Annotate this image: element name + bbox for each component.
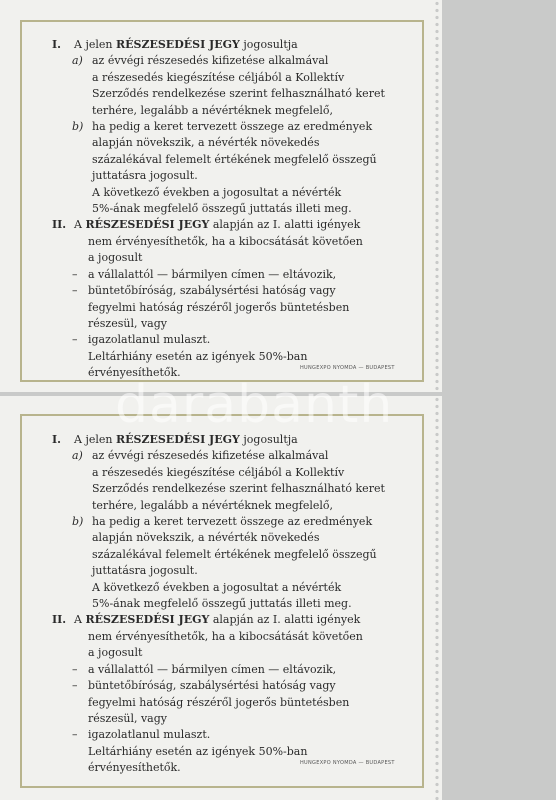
line-text: az évvégi részesedés kifizetése alkalmával xyxy=(92,54,329,68)
line-text: jogosultja xyxy=(239,38,298,51)
dash-item-line xyxy=(52,267,385,283)
text-line: részesül, vagy xyxy=(88,711,167,725)
line-text: A jelen xyxy=(74,433,116,446)
line-text: igazolatlanul mulaszt. xyxy=(88,333,211,347)
text-line: százalékával felemelt értékének megfelelő összegű xyxy=(92,152,377,166)
text-line: a részesedés kiegészítése céljából a Kollektív xyxy=(92,70,345,84)
line-text: A xyxy=(74,218,86,232)
line-text: alapján az I. alatti igények xyxy=(209,218,361,232)
text-line: részesül, vagy xyxy=(88,316,167,330)
text-line: Leltárhiány esetén az igények 50%-ban xyxy=(88,744,308,758)
section-number: I. xyxy=(52,38,61,51)
item-label: a) xyxy=(72,54,83,68)
perforation-bottom xyxy=(432,396,442,800)
dash-item-line xyxy=(52,662,385,678)
list-item-line xyxy=(52,448,385,464)
text-line: százalékával felemelt értékének megfelelő összegű xyxy=(92,547,377,561)
section-heading-line xyxy=(52,612,385,628)
text-line: A következő években a jogosultat a névérték xyxy=(92,580,342,594)
card-text-top xyxy=(52,37,385,382)
text-line: fegyelmi hatóság részéről jogerős büntetésben xyxy=(88,300,350,314)
line-text: A jelen xyxy=(74,38,116,51)
printer-mark-bottom: HUNGEXPO NYOMDA — BUDAPEST xyxy=(300,760,395,766)
printer-mark-top: HUNGEXPO NYOMDA — BUDAPEST xyxy=(300,365,395,371)
item-label: a) xyxy=(72,449,83,463)
dash-item-line xyxy=(52,678,385,694)
section-heading-line xyxy=(52,37,385,53)
dash-item-line xyxy=(52,283,385,299)
line-text: a vállalattól — bármilyen címen — eltávozik, xyxy=(88,267,337,281)
line-text: ha pedig a keret tervezett összege az eredmények xyxy=(92,515,373,529)
dash-bullet: – xyxy=(72,662,78,676)
section-number: I. xyxy=(52,433,61,446)
text-line: a jogosult xyxy=(88,646,143,660)
list-item-line xyxy=(52,514,385,530)
line-text: az évvégi részesedés kifizetése alkalmával xyxy=(92,449,329,463)
dash-bullet: – xyxy=(72,267,78,281)
section-number: II. xyxy=(52,613,67,627)
line-text: alapján az I. alatti igények xyxy=(209,613,361,627)
dash-item-line xyxy=(52,332,385,348)
line-text: a vállalattól — bármilyen címen — eltávozik, xyxy=(88,662,337,676)
text-line: terhére, legalább a névértéknek megfelelő, xyxy=(92,103,334,117)
line-text: ha pedig a keret tervezett összege az eredmények xyxy=(92,120,373,134)
text-line: Szerződés rendelkezése szerint felhasználható keret xyxy=(92,482,385,496)
line-text: jogosultja xyxy=(239,433,298,446)
text-line: a jogosult xyxy=(88,251,143,265)
document-name: RÉSZESEDÉSI JEGY xyxy=(85,613,210,627)
section-heading-line xyxy=(52,217,385,233)
text-line: alapján növekszik, a névérték növekedés xyxy=(92,531,320,545)
item-label: b) xyxy=(72,515,84,529)
watermark: darabanth xyxy=(115,375,394,435)
text-line: 5%-ának megfelelő összegű juttatás illeti meg. xyxy=(92,597,352,611)
dash-item-line xyxy=(52,727,385,743)
document-name: RÉSZESEDÉSI JEGY xyxy=(115,433,240,446)
text-line: nem érvényesíthetők, ha a kibocsátását követően xyxy=(88,234,363,248)
dash-bullet: – xyxy=(72,333,78,347)
text-line: a részesedés kiegészítése céljából a Kollektív xyxy=(92,465,345,479)
text-line: nem érvényesíthetők, ha a kibocsátását követően xyxy=(88,629,363,643)
item-label: b) xyxy=(72,120,84,134)
dash-bullet: – xyxy=(72,679,78,693)
text-line: juttatásra jogosult. xyxy=(92,564,198,578)
document-name: RÉSZESEDÉSI JEGY xyxy=(115,38,240,51)
text-line: terhére, legalább a névértéknek megfelelő, xyxy=(92,498,334,512)
list-item-line xyxy=(52,119,385,135)
list-item-line xyxy=(52,53,385,69)
text-line: A következő években a jogosultat a névérték xyxy=(92,185,342,199)
line-text: büntetőbíróság, szabálysértési hatóság vagy xyxy=(88,284,336,298)
line-text: büntetőbíróság, szabálysértési hatóság vagy xyxy=(88,679,336,693)
section-number: II. xyxy=(52,218,67,232)
text-line: Leltárhiány esetén az igények 50%-ban xyxy=(88,349,308,363)
text-line: érvényesíthetők. xyxy=(88,761,181,775)
dash-bullet: – xyxy=(72,728,78,742)
perforation-top xyxy=(432,0,442,392)
text-line: fegyelmi hatóság részéről jogerős büntetésben xyxy=(88,695,350,709)
text-line: Szerződés rendelkezése szerint felhasználható keret xyxy=(92,87,385,101)
card-text-bottom xyxy=(52,432,385,777)
text-line: 5%-ának megfelelő összegű juttatás illeti meg. xyxy=(92,202,352,216)
line-text: A xyxy=(74,613,86,627)
text-line: érvényesíthetők. xyxy=(88,366,181,380)
text-line: juttatásra jogosult. xyxy=(92,169,198,183)
text-line: alapján növekszik, a névérték növekedés xyxy=(92,136,320,150)
line-text: igazolatlanul mulaszt. xyxy=(88,728,211,742)
document-name: RÉSZESEDÉSI JEGY xyxy=(85,218,210,232)
dash-bullet: – xyxy=(72,284,78,298)
